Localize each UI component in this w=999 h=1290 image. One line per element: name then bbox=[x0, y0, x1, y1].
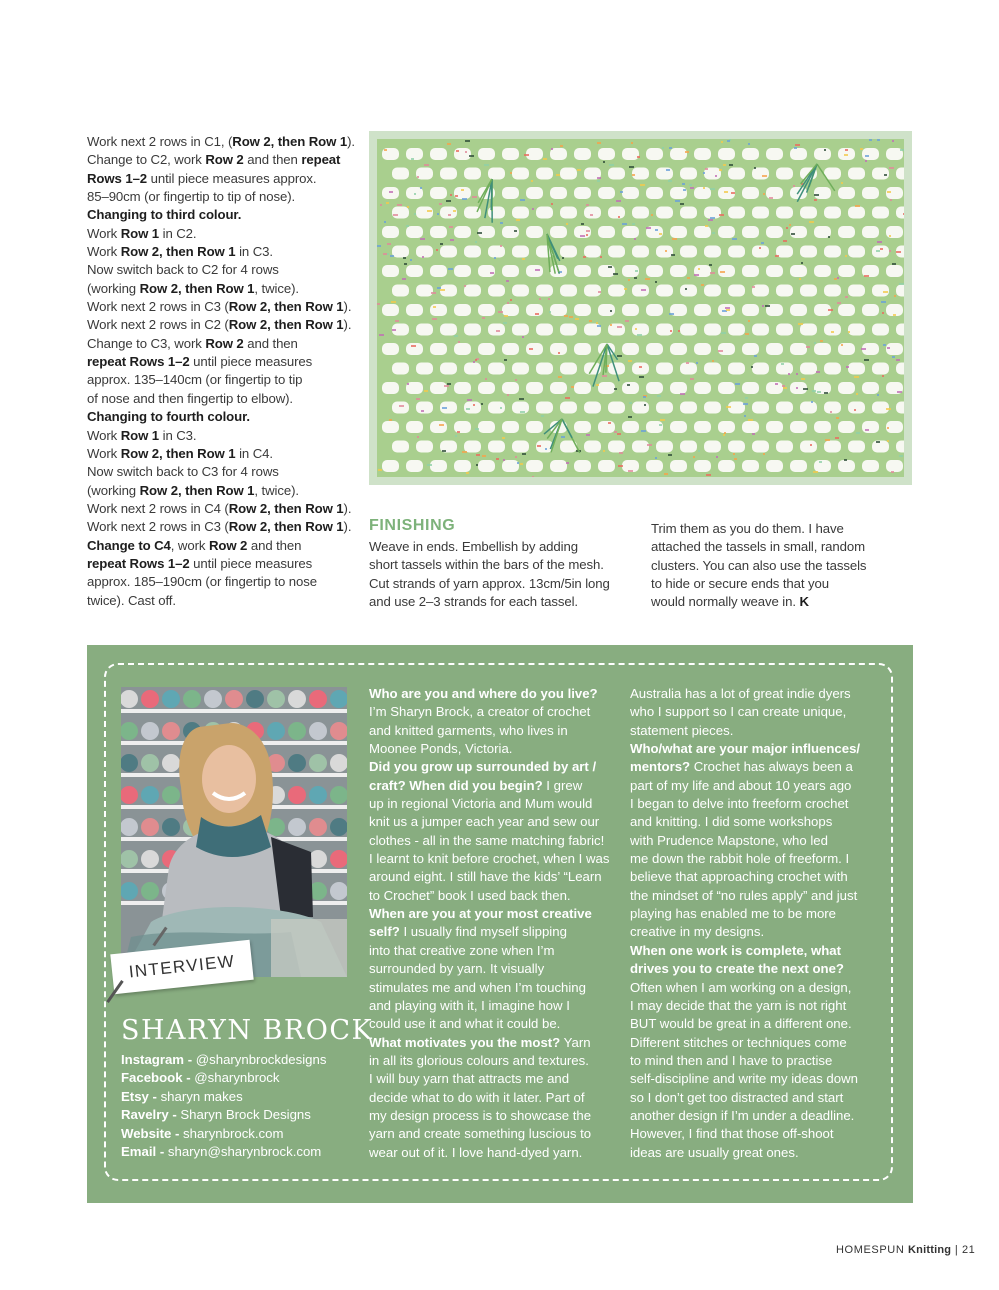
bold-run: Did you grow up surrounded by art / bbox=[369, 759, 597, 775]
text-run: ). bbox=[343, 317, 352, 333]
text-run: ). bbox=[343, 299, 352, 315]
text-run: Work next 2 rows in C2 ( bbox=[87, 317, 229, 333]
text-run: decide what to do with it later. Part of bbox=[369, 1089, 585, 1105]
profile-name: SHARYN BROCK bbox=[121, 1015, 374, 1046]
text-line bbox=[87, 133, 362, 151]
text-line bbox=[630, 832, 892, 850]
text-line bbox=[630, 850, 892, 868]
text-run: BUT would be great in a different one. bbox=[630, 1016, 852, 1032]
bold-run: repeat bbox=[301, 152, 341, 168]
text-run: yarn and create something luscious to bbox=[369, 1126, 592, 1142]
text-run: part of my life and about 10 years ago bbox=[630, 777, 852, 793]
text-line bbox=[121, 1069, 351, 1087]
text-line bbox=[630, 777, 892, 795]
bold-run: When one work is complete, what bbox=[630, 942, 842, 958]
text-line bbox=[630, 813, 892, 831]
text-run: Change to C3, work bbox=[87, 335, 206, 351]
text-run: surrounded by yarn. It visually bbox=[369, 961, 545, 977]
text-run: ). bbox=[347, 134, 355, 149]
text-line bbox=[87, 390, 362, 408]
text-line bbox=[369, 575, 639, 593]
bold-run: craft? When did you begin? bbox=[369, 777, 543, 793]
text-run: Australia has a lot of great indie dyers bbox=[630, 686, 851, 701]
text-run: Cut strands of yarn approx. 13cm/5in long bbox=[369, 575, 610, 591]
text-run: stimulates me and when I’m touching bbox=[369, 979, 586, 995]
text-line bbox=[369, 1089, 619, 1107]
text-line bbox=[630, 1070, 892, 1088]
text-line bbox=[87, 261, 362, 279]
text-line bbox=[630, 923, 892, 941]
bold-run: K bbox=[799, 594, 809, 610]
text-run: attached the tassels in small, random bbox=[651, 539, 866, 555]
text-run: and knitted garments, who lives in bbox=[369, 722, 568, 738]
interview-qa-col2 bbox=[630, 685, 892, 1162]
text-line bbox=[369, 979, 619, 997]
text-run: my design process is to showcase the bbox=[369, 1107, 592, 1123]
text-line bbox=[369, 1015, 619, 1033]
text-run: could use it and what it could be. bbox=[369, 1016, 561, 1032]
text-line bbox=[121, 1143, 351, 1161]
bold-run: Row 2, then Row 1 bbox=[232, 134, 348, 149]
text-run: Yarn bbox=[560, 1034, 591, 1050]
text-run: would normally weave in. bbox=[651, 594, 800, 610]
text-run: in all its glorious colours and textures. bbox=[369, 1052, 589, 1068]
text-line bbox=[369, 722, 619, 740]
text-line bbox=[630, 887, 892, 905]
interview-panel bbox=[87, 645, 913, 1203]
text-line bbox=[630, 960, 892, 978]
text-run: to mind then and I have to practise bbox=[630, 1052, 833, 1068]
text-line bbox=[369, 593, 639, 611]
text-run: until piece measures bbox=[189, 555, 313, 571]
text-line bbox=[369, 777, 619, 795]
text-line bbox=[630, 795, 892, 813]
bold-run: Row 2 bbox=[205, 335, 244, 351]
text-line bbox=[651, 593, 913, 611]
text-run: playing has enabled me to be more bbox=[630, 906, 837, 922]
text-run: @sharynbrockdesigns bbox=[195, 1052, 327, 1067]
text-line bbox=[369, 923, 619, 941]
social-links bbox=[121, 1051, 351, 1161]
bold-run: Changing to third colour. bbox=[87, 207, 242, 223]
text-run: clusters. You can also use the tassels bbox=[651, 557, 867, 573]
text-line bbox=[87, 408, 362, 426]
text-line bbox=[369, 556, 639, 574]
text-run: sharynbrock.com bbox=[183, 1125, 284, 1141]
text-run: until piece measures approx. bbox=[147, 170, 317, 186]
bold-run: Row 1 bbox=[120, 225, 160, 241]
portrait-image bbox=[121, 687, 347, 977]
mesh-knit-photo bbox=[369, 131, 912, 485]
bold-run: Row 2, then Row 1 bbox=[139, 482, 255, 498]
text-line bbox=[630, 758, 892, 776]
bold-run: Row 2 bbox=[205, 152, 244, 168]
text-run: in C3. bbox=[235, 244, 273, 260]
text-run: believe that approaching crochet with bbox=[630, 869, 848, 885]
text-run: I learnt to knit before crochet, when I was bbox=[369, 851, 610, 867]
text-line bbox=[369, 1144, 619, 1162]
text-run: approx. 135–140cm (or fingertip to tip bbox=[87, 372, 303, 388]
text-run: to hide or secure ends that you bbox=[651, 576, 829, 592]
text-run: Change to C2, work bbox=[87, 152, 206, 168]
text-line bbox=[87, 225, 362, 243]
text-run: wear out of it. I love hand-dyed yarn. bbox=[369, 1144, 583, 1160]
text-line bbox=[651, 575, 913, 593]
bold-run: self? bbox=[369, 924, 400, 940]
text-run: Crochet has always been a bbox=[690, 759, 853, 775]
text-run: However, I find that those off-shoot bbox=[630, 1126, 834, 1142]
text-run: until piece measures bbox=[189, 354, 313, 370]
text-run: I’m Sharyn Brock, a creator of crochet bbox=[369, 704, 591, 720]
text-run: ). bbox=[343, 500, 352, 516]
text-run: Work bbox=[87, 445, 121, 461]
text-line bbox=[369, 905, 619, 923]
bold-run: Who are you and where do you live? bbox=[369, 686, 598, 701]
text-line bbox=[121, 1125, 351, 1143]
page-footer bbox=[836, 1244, 975, 1256]
text-line bbox=[87, 353, 362, 371]
text-line bbox=[87, 170, 362, 188]
text-line bbox=[87, 206, 362, 224]
text-run: Moonee Ponds, Victoria. bbox=[369, 741, 513, 757]
text-run: Work bbox=[87, 427, 121, 443]
text-run: Different stitches or techniques come bbox=[630, 1034, 847, 1050]
finishing-heading: FINISHING bbox=[369, 517, 456, 534]
text-run: knit us a jumper each year and sew our bbox=[369, 814, 600, 830]
text-run: and then bbox=[243, 335, 298, 351]
text-line bbox=[87, 592, 362, 610]
text-run: Sharyn Brock Designs bbox=[180, 1107, 311, 1123]
bold-run: drives you to create the next one? bbox=[630, 961, 844, 977]
bold-run: Row 2, then Row 1 bbox=[228, 317, 344, 333]
text-line bbox=[87, 371, 362, 389]
text-line bbox=[87, 445, 362, 463]
text-line bbox=[121, 1051, 351, 1069]
text-run: in C3. bbox=[159, 427, 197, 443]
text-line bbox=[630, 1144, 892, 1162]
text-run: , work bbox=[170, 537, 209, 553]
text-line bbox=[87, 518, 362, 536]
text-run: sharyn makes bbox=[160, 1088, 243, 1104]
text-run: creative in my designs. bbox=[630, 924, 765, 940]
text-line bbox=[87, 335, 362, 353]
text-line bbox=[369, 850, 619, 868]
text-line bbox=[121, 1088, 351, 1106]
text-run: , twice). bbox=[254, 280, 299, 296]
text-run: Now switch back to C3 for 4 rows bbox=[87, 464, 279, 480]
text-run: another design if I’m under a deadline. bbox=[630, 1107, 855, 1123]
mesh-knit-image bbox=[377, 139, 904, 477]
text-line bbox=[369, 1034, 619, 1052]
text-line bbox=[630, 942, 892, 960]
text-run: (working bbox=[87, 482, 140, 498]
bold-run: Row 2, then Row 1 bbox=[228, 299, 344, 315]
text-line bbox=[369, 868, 619, 886]
bold-run: Instagram - bbox=[121, 1052, 196, 1067]
bold-run: Rows 1–2 bbox=[87, 170, 148, 186]
text-run: Work next 2 rows in C1, ( bbox=[87, 134, 233, 149]
text-run: Now switch back to C2 for 4 rows bbox=[87, 262, 279, 278]
bold-run: What motivates you the most? bbox=[369, 1034, 561, 1050]
text-line bbox=[630, 1034, 892, 1052]
text-line bbox=[630, 740, 892, 758]
text-line bbox=[87, 280, 362, 298]
text-run: approx. 185–190cm (or fingertip to nose bbox=[87, 574, 317, 590]
text-line bbox=[651, 557, 913, 575]
bold-run: Email - bbox=[121, 1144, 168, 1160]
text-run: I began to delve into freeform crochet bbox=[630, 796, 849, 812]
text-line bbox=[87, 298, 362, 316]
text-run: Weave in ends. Embellish by adding bbox=[369, 539, 578, 554]
text-run: ideas are usually great ones. bbox=[630, 1144, 799, 1160]
text-line bbox=[630, 997, 892, 1015]
text-line bbox=[630, 685, 892, 703]
text-line bbox=[369, 758, 619, 776]
text-line bbox=[630, 1125, 892, 1143]
text-line bbox=[369, 832, 619, 850]
text-run: to Crochet” book I used back then. bbox=[369, 887, 571, 903]
text-run: in C4. bbox=[235, 445, 273, 461]
footer-page-number: | 21 bbox=[954, 1244, 976, 1256]
text-run: up in regional Victoria and Mum would bbox=[369, 796, 593, 812]
portrait-photo bbox=[121, 687, 347, 977]
text-line bbox=[369, 1107, 619, 1125]
text-run: twice). Cast off. bbox=[87, 592, 176, 608]
text-run: of nose and then fingertip to elbow). bbox=[87, 390, 293, 406]
finishing-text-col1 bbox=[369, 538, 639, 611]
text-line bbox=[87, 188, 362, 206]
text-line bbox=[369, 1070, 619, 1088]
text-run: Work next 2 rows in C3 ( bbox=[87, 299, 229, 315]
text-run: statement pieces. bbox=[630, 722, 734, 738]
bold-run: Etsy - bbox=[121, 1088, 161, 1104]
text-line bbox=[369, 997, 619, 1015]
text-run: I grew bbox=[542, 777, 583, 793]
text-line bbox=[369, 538, 639, 556]
text-line bbox=[651, 538, 913, 556]
text-line bbox=[630, 722, 892, 740]
bold-run: Ravelry - bbox=[121, 1107, 181, 1123]
text-run: and then bbox=[247, 537, 302, 553]
text-run: Often when I am working on a design, bbox=[630, 979, 852, 995]
text-run: @sharynbrock bbox=[194, 1070, 280, 1086]
text-line bbox=[87, 537, 362, 555]
text-line bbox=[369, 703, 619, 721]
text-line bbox=[630, 1052, 892, 1070]
text-run: so I don’t get too distracted and start bbox=[630, 1089, 844, 1105]
text-line bbox=[87, 555, 362, 573]
text-run: and playing with it, I imagine how I bbox=[369, 997, 570, 1013]
text-line bbox=[369, 740, 619, 758]
text-run: Trim them as you do them. I have bbox=[651, 521, 844, 536]
text-run: (working bbox=[87, 280, 140, 296]
text-line bbox=[369, 1125, 619, 1143]
text-line bbox=[369, 685, 619, 703]
bold-run: Row 1 bbox=[120, 427, 160, 443]
text-line bbox=[630, 979, 892, 997]
text-run: I will buy yarn that attracts me and bbox=[369, 1071, 570, 1087]
interview-tag-label: INTERVIEW bbox=[127, 951, 237, 982]
text-run: self-discipline and write my ideas down bbox=[630, 1071, 858, 1087]
pattern-instructions bbox=[87, 133, 362, 610]
bold-run: repeat Rows 1–2 bbox=[87, 354, 190, 370]
text-run: who I support so I can create unique, bbox=[630, 704, 847, 720]
text-line bbox=[369, 1052, 619, 1070]
text-run: and then bbox=[243, 152, 302, 168]
text-line bbox=[121, 1106, 351, 1124]
text-run: into that creative zone when I’m bbox=[369, 942, 555, 958]
bold-run: Row 2, then Row 1 bbox=[120, 244, 236, 260]
text-run: short tassels within the bars of the mesh. bbox=[369, 557, 604, 573]
bold-run: Change to C4 bbox=[87, 537, 171, 553]
text-run: I usually find myself slipping bbox=[399, 924, 567, 940]
text-run: me down the rabbit hole of freeform. I bbox=[630, 851, 850, 867]
text-line bbox=[87, 573, 362, 591]
text-line bbox=[87, 482, 362, 500]
text-run: Work bbox=[87, 244, 121, 260]
text-run: the mindset of “no rules apply” and just bbox=[630, 887, 858, 903]
finishing-text-col2 bbox=[651, 520, 913, 612]
text-run: I may decide that the yarn is not right bbox=[630, 997, 847, 1013]
text-line bbox=[630, 1107, 892, 1125]
text-line bbox=[369, 795, 619, 813]
bold-run: mentors? bbox=[630, 759, 691, 775]
text-run: Work next 2 rows in C4 ( bbox=[87, 500, 229, 516]
text-run: in C2. bbox=[159, 225, 197, 241]
bold-run: When are you at your most creative bbox=[369, 906, 592, 922]
text-line bbox=[369, 960, 619, 978]
text-run: Work bbox=[87, 225, 121, 241]
text-line bbox=[369, 813, 619, 831]
text-line bbox=[630, 868, 892, 886]
text-line bbox=[87, 316, 362, 334]
bold-run: Row 2, then Row 1 bbox=[139, 280, 255, 296]
text-run: clothes - all in the same matching fabric! bbox=[369, 832, 605, 848]
text-line bbox=[87, 500, 362, 518]
text-line bbox=[630, 1089, 892, 1107]
text-line bbox=[87, 463, 362, 481]
bold-run: Website - bbox=[121, 1125, 184, 1141]
bold-run: Row 2, then Row 1 bbox=[228, 519, 344, 535]
bold-run: Facebook - bbox=[121, 1070, 195, 1086]
footer-magazine: HOMESPUN bbox=[836, 1244, 905, 1256]
text-line bbox=[630, 1015, 892, 1033]
text-line bbox=[87, 427, 362, 445]
text-line bbox=[369, 887, 619, 905]
text-run: ). bbox=[343, 519, 352, 535]
text-run: around eight. I still have the kids’ “Learn bbox=[369, 869, 602, 885]
text-run: and knitting. I did some workshops bbox=[630, 814, 833, 830]
text-line bbox=[651, 520, 913, 538]
text-line bbox=[630, 703, 892, 721]
bold-run: Row 2 bbox=[208, 537, 248, 553]
text-line bbox=[630, 905, 892, 923]
text-line bbox=[369, 942, 619, 960]
bold-run: Changing to fourth colour. bbox=[87, 409, 250, 425]
text-run: Work next 2 rows in C3 ( bbox=[87, 519, 229, 535]
footer-section: Knitting bbox=[908, 1244, 952, 1256]
text-run: 85–90cm (or fingertip to tip of nose). bbox=[87, 189, 296, 205]
bold-run: Who/what are your major influences/ bbox=[630, 741, 861, 757]
bold-run: Row 2, then Row 1 bbox=[120, 445, 236, 461]
text-run: sharyn@sharynbrock.com bbox=[167, 1144, 322, 1160]
text-run: , twice). bbox=[254, 482, 299, 498]
text-line bbox=[87, 243, 362, 261]
interview-qa-col1 bbox=[369, 685, 619, 1162]
bold-run: repeat Rows 1–2 bbox=[87, 555, 190, 571]
text-line bbox=[87, 151, 362, 169]
text-run: with Prudence Mapstone, who led bbox=[630, 832, 828, 848]
text-run: and use 2–3 strands for each tassel. bbox=[369, 594, 578, 610]
bold-run: Row 2, then Row 1 bbox=[228, 500, 344, 516]
